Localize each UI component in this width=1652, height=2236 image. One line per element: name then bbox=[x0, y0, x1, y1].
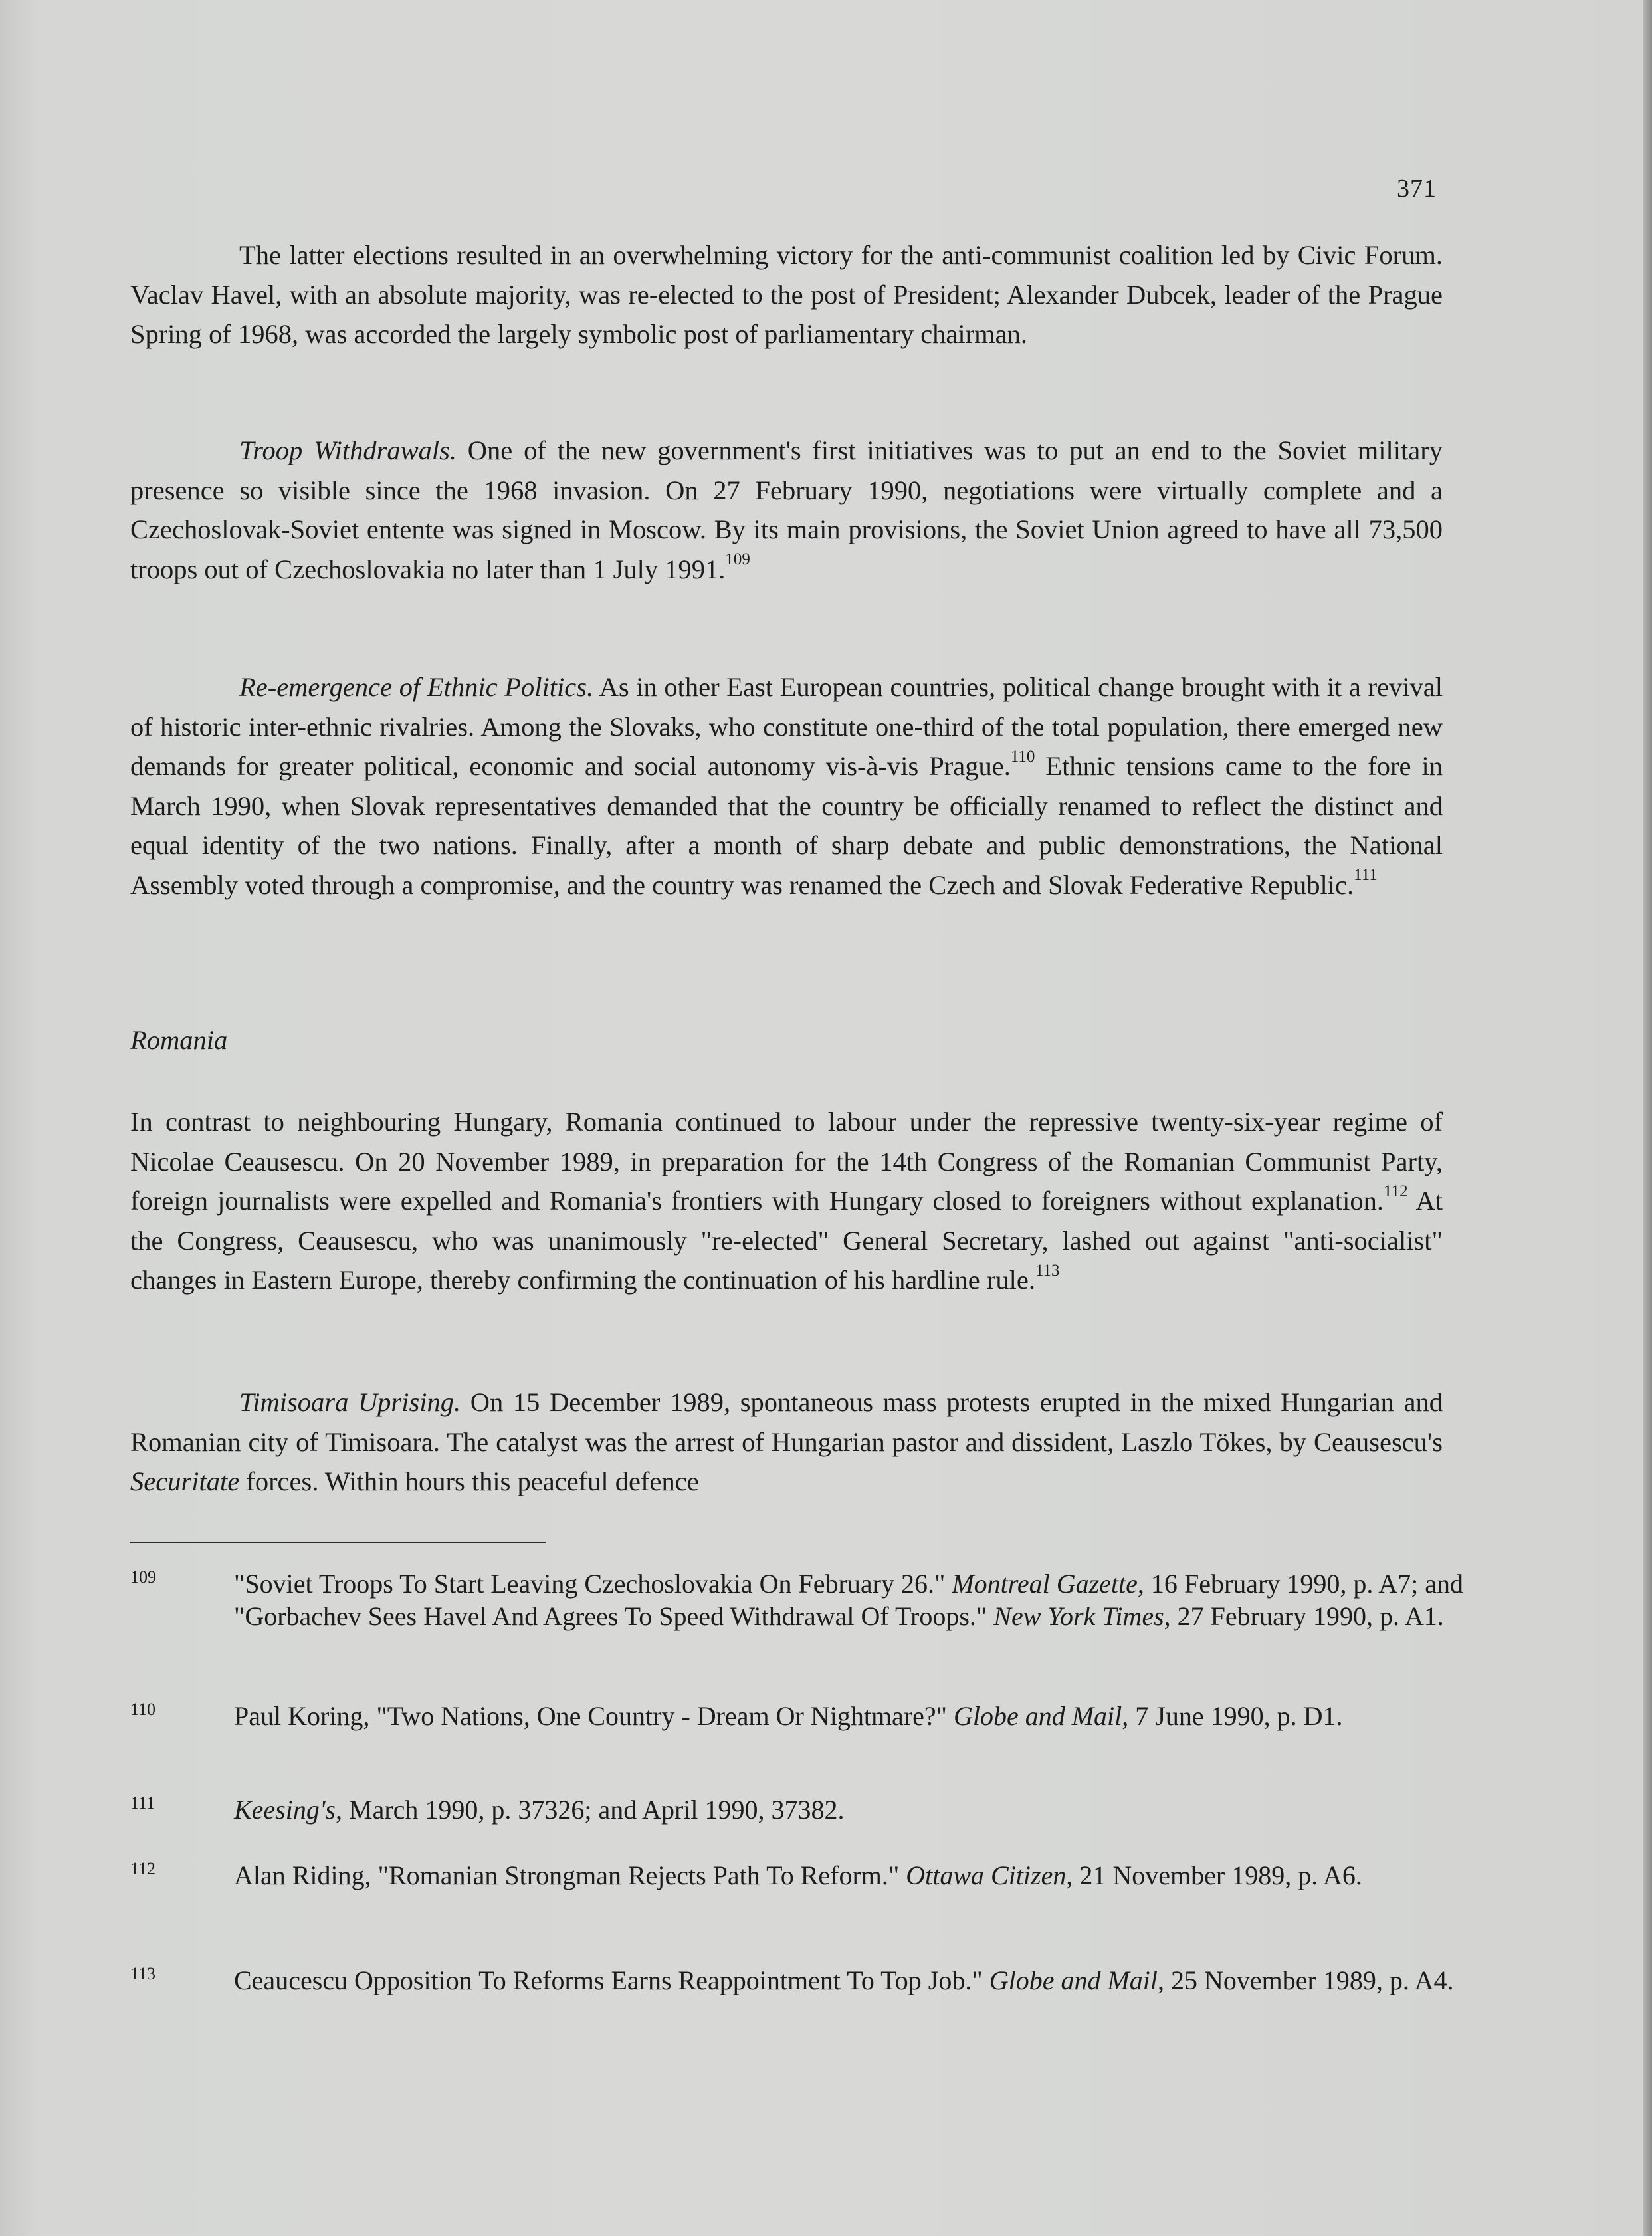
footnote-citation: , 7 June 1990, p. D1. bbox=[1122, 1701, 1343, 1731]
footnote-citation: Ceaucescu Opposition To Reforms Earns Reappointment To Top Job." bbox=[234, 1965, 989, 1995]
paragraph-timisoara bbox=[130, 1383, 1443, 1502]
footnote-number: 113 bbox=[130, 1964, 156, 1983]
footnote-number: 112 bbox=[130, 1859, 156, 1878]
publication-title: Keesing's bbox=[234, 1795, 336, 1825]
footnote-citation: "Soviet Troops To Start Leaving Czechoslovakia On February 26." bbox=[234, 1569, 952, 1599]
footnote-citation: , 27 February 1990, p. A1. bbox=[1164, 1601, 1444, 1631]
page-edge-shadow bbox=[1643, 0, 1652, 2236]
footnote-divider bbox=[130, 1542, 546, 1543]
paragraph-text: The latter elections resulted in an overwhelming victory for the anti-communist coalition led by Civic Forum. Vaclav Havel, with an absolute majority, was re-elected to the post of President; Alexander Dubcek, leader of the Prague Spring of 1968, was accorded the largely symbolic post of parliamentary chairman. bbox=[130, 240, 1443, 349]
footnote-citation: , 16 February 1990, p. A7; and "Gorbachev Sees Havel And Agrees To Speed Withdrawal Of Troops." bbox=[234, 1569, 1463, 1631]
paragraph-text: On 15 December 1989, spontaneous mass protests erupted in the mixed Hungarian and Romanian city of Timisoara. The catalyst was the arrest of Hungarian pastor and dissident, Laszlo Tökes, by Ceausescu's bbox=[130, 1387, 1443, 1457]
footnote-citation: , 21 November 1989, p. A6. bbox=[1066, 1860, 1362, 1890]
publication-title: Globe and Mail bbox=[989, 1965, 1158, 1995]
footnote-ref: 109 bbox=[725, 550, 750, 568]
paragraph-troop-withdrawals bbox=[130, 431, 1443, 589]
publication-title: Ottawa Citizen bbox=[906, 1860, 1067, 1890]
footnote-ref: 113 bbox=[1035, 1261, 1060, 1280]
emphasis: Securitate bbox=[130, 1466, 240, 1496]
paragraph-elections bbox=[130, 235, 1443, 354]
footnote-text bbox=[234, 1859, 1463, 1892]
paragraph-text: At the Congress, Ceausescu, who was unanimously "re-elected" General Secretary, lashed out against "anti-socialist" changes in Eastern Europe, thereby confirming the continuation of his hardline rule. bbox=[130, 1186, 1443, 1295]
publication-title: New York Times bbox=[993, 1601, 1164, 1631]
publication-title: Globe and Mail bbox=[953, 1701, 1122, 1731]
publication-title: Montreal Gazette bbox=[952, 1569, 1138, 1599]
footnote-ref: 111 bbox=[1354, 866, 1378, 884]
footnote-number: 109 bbox=[130, 1567, 156, 1587]
paragraph-text: One of the new government's first initiatives was to put an end to the Soviet military presence so visible since the 1968 invasion. On 27 February 1990, negotiations were virtually complete and a Czechoslovak-Soviet entente was signed in Moscow. By its main provisions, the Soviet Union agreed to have all 73,500 troops out of Czechoslovakia no later than 1 July 1991. bbox=[130, 435, 1443, 584]
section-lead: Re-emergence of Ethnic Politics. bbox=[239, 672, 594, 702]
paragraph-ethnic-politics bbox=[130, 667, 1443, 905]
section-lead: Timisoara Uprising. bbox=[239, 1387, 461, 1417]
paragraph-romania-intro bbox=[130, 1102, 1443, 1300]
paragraph-text: Ethnic tensions came to the fore in March 1990, when Slovak representatives demanded that the country be officially renamed to reflect the distinct and equal identity of the two nations. Finally, after a month of sharp debate and public demonstrations, the National Assembly voted through a compromise, and the country was renamed the Czech and Slovak Federative Republic. bbox=[130, 751, 1443, 900]
footnote-ref: 110 bbox=[1010, 747, 1035, 766]
footnote-text bbox=[234, 1700, 1463, 1732]
footnote-text bbox=[234, 1964, 1463, 1997]
section-heading-romania: Romania bbox=[130, 1025, 228, 1055]
footnote-number: 110 bbox=[130, 1700, 156, 1719]
page-number: 371 bbox=[1397, 175, 1437, 203]
footnote-number: 111 bbox=[130, 1793, 155, 1813]
footnote-citation: Paul Koring, "Two Nations, One Country - Dream Or Nightmare?" bbox=[234, 1701, 954, 1731]
paragraph-text: In contrast to neighbouring Hungary, Romania continued to labour under the repressive twenty-six-year regime of Nicolae Ceausescu. On 20 November 1989, in preparation for the 14th Congress of the Romanian Communist Party, foreign journalists were expelled and Romania's frontiers with Hungary closed to foreigners without explanation. bbox=[130, 1107, 1443, 1216]
footnote-citation: Alan Riding, "Romanian Strongman Rejects Path To Reform." bbox=[234, 1860, 906, 1890]
footnote-citation: , March 1990, p. 37326; and April 1990, 37382. bbox=[336, 1795, 845, 1825]
paragraph-text: forces. Within hours this peaceful defence bbox=[239, 1466, 699, 1496]
footnote-citation: , 25 November 1989, p. A4. bbox=[1158, 1965, 1454, 1995]
section-lead: Troop Withdrawals. bbox=[239, 435, 457, 465]
footnote-text bbox=[234, 1793, 1463, 1826]
paragraph-text: As in other East European countries, political change brought with it a revival of historic inter-ethnic rivalries. Among the Slovaks, who constitute one-third of the total population, there emerged new demands for greater political, economic and social autonomy vis-à-vis Prague. bbox=[130, 672, 1443, 781]
footnote-ref: 112 bbox=[1384, 1182, 1408, 1200]
footnote-text bbox=[234, 1567, 1463, 1632]
